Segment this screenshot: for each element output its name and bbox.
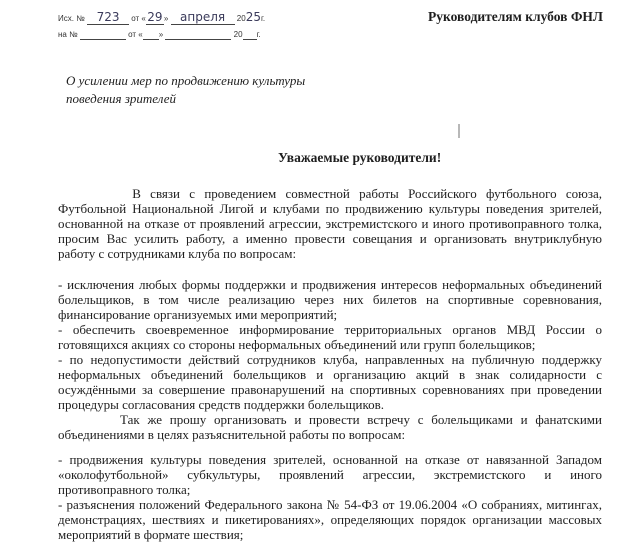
ref2-year-suffix: г. [256,30,261,39]
text-line: демонстрациях, шествиях и пикетированиях», определяющих порядок организации массовых [58,512,602,527]
scan-mark [458,124,460,138]
paragraph-meeting-item-1 [58,452,602,497]
text-line: готовящихся акциях со стороны неформальных объединений или групп болельщиков; [58,337,536,352]
text-line: «околофутбольной» субкультуры, проявлений агрессии, экстремистского и иного [58,467,602,482]
text-line: мероприятий в формате шествия; [58,527,244,542]
ref2-year-field [243,30,257,40]
text-line: работу с сотрудниками клуба по вопросам: [58,246,297,261]
ref-month: апреля [180,10,226,24]
text-line: - продвижения культуры поведения зрителей, основанной на отказе от навязанной Западом [58,452,602,467]
text-line: Так же прошу организовать и провести встречу с болельщиками и фанатскими [58,412,602,427]
paragraph-item-2 [58,322,602,352]
ref-year: 25 [245,10,261,24]
text-line: осуждёнными за совершение правонарушений на спортивных соревнованиях при проведении [58,382,602,397]
text-line: противоправного толка; [58,482,191,497]
ref-year-prefix: 20 [236,14,246,23]
paragraph-item-1 [58,277,602,322]
subject-line: О усилении мер по продвижению культуры [66,73,306,88]
text-line: - разъяснения положений Федерального закона № 54-ФЗ от 19.06.2004 «О собраниях, митингах, [58,497,602,512]
incoming-ref-line [58,30,261,40]
text-line: - по недопустимости действий сотрудников клуба, направленных на публичную поддержку [58,352,602,367]
letter-subject [66,72,305,108]
ref2-day-field [143,30,159,40]
greeting: Уважаемые руководители! [278,150,442,165]
ref2-label: на № [58,30,78,39]
outgoing-ref-line [58,10,265,25]
ref-month-field [171,10,235,25]
ref-day-close: » [163,14,169,23]
ref-day: 29 [147,10,163,24]
ref2-month-field [165,30,231,40]
ref2-date-from: от « [128,30,143,39]
subject-line: поведения зрителей [66,91,177,106]
addressee: Руководителям клубов ФНЛ [428,9,603,24]
ref2-number-field [80,30,126,40]
text-line: просим Вас усилить работу, а именно провести совещания и организовать внутриклубную [58,231,602,246]
ref-number-field [87,10,129,25]
ref-year-suffix: г. [260,14,266,23]
paragraph-item-3 [58,352,602,412]
paragraph-intro [58,186,602,261]
text-line: финансирование организуемых ими мероприятий; [58,307,338,322]
ref-number: 723 [96,10,120,24]
ref-day-field [146,10,164,25]
text-line: объединениями в целях разъяснительной работы по вопросам: [58,427,406,442]
text-line: В связи с проведением совместной работы Российского футбольного союза, [58,186,602,201]
paragraph-meeting-item-2 [58,497,602,542]
text-line: неформальных объединений болельщиков и организацию акций в знак солидарности с [58,367,602,382]
text-line: Футбольной Национальной Лигой и клубами по продвижению культуры поведения зрителей, [58,201,602,216]
text-line: - исключения любых формы поддержки и продвижения интересов неформальных объединений [58,277,602,292]
text-line: процедуры согласования средств поддержки болельщиков. [58,397,384,412]
text-line: основанной на отказе от проявлений агрессии, экстремистского и иного противоправного толка, [58,216,602,231]
ref-label: Исх. № [58,14,85,23]
text-line: - обеспечить своевременное информирование территориальных органов МВД России о [58,322,602,337]
paragraph-meeting [58,412,602,442]
ref2-year-prefix: 20 [233,30,243,39]
ref2-day-close: » [158,30,164,39]
ref-date-from: от « [131,14,146,23]
text-line: болельщиков, в том числе реализацию через них билетов на спортивные соревнования, [58,292,602,307]
